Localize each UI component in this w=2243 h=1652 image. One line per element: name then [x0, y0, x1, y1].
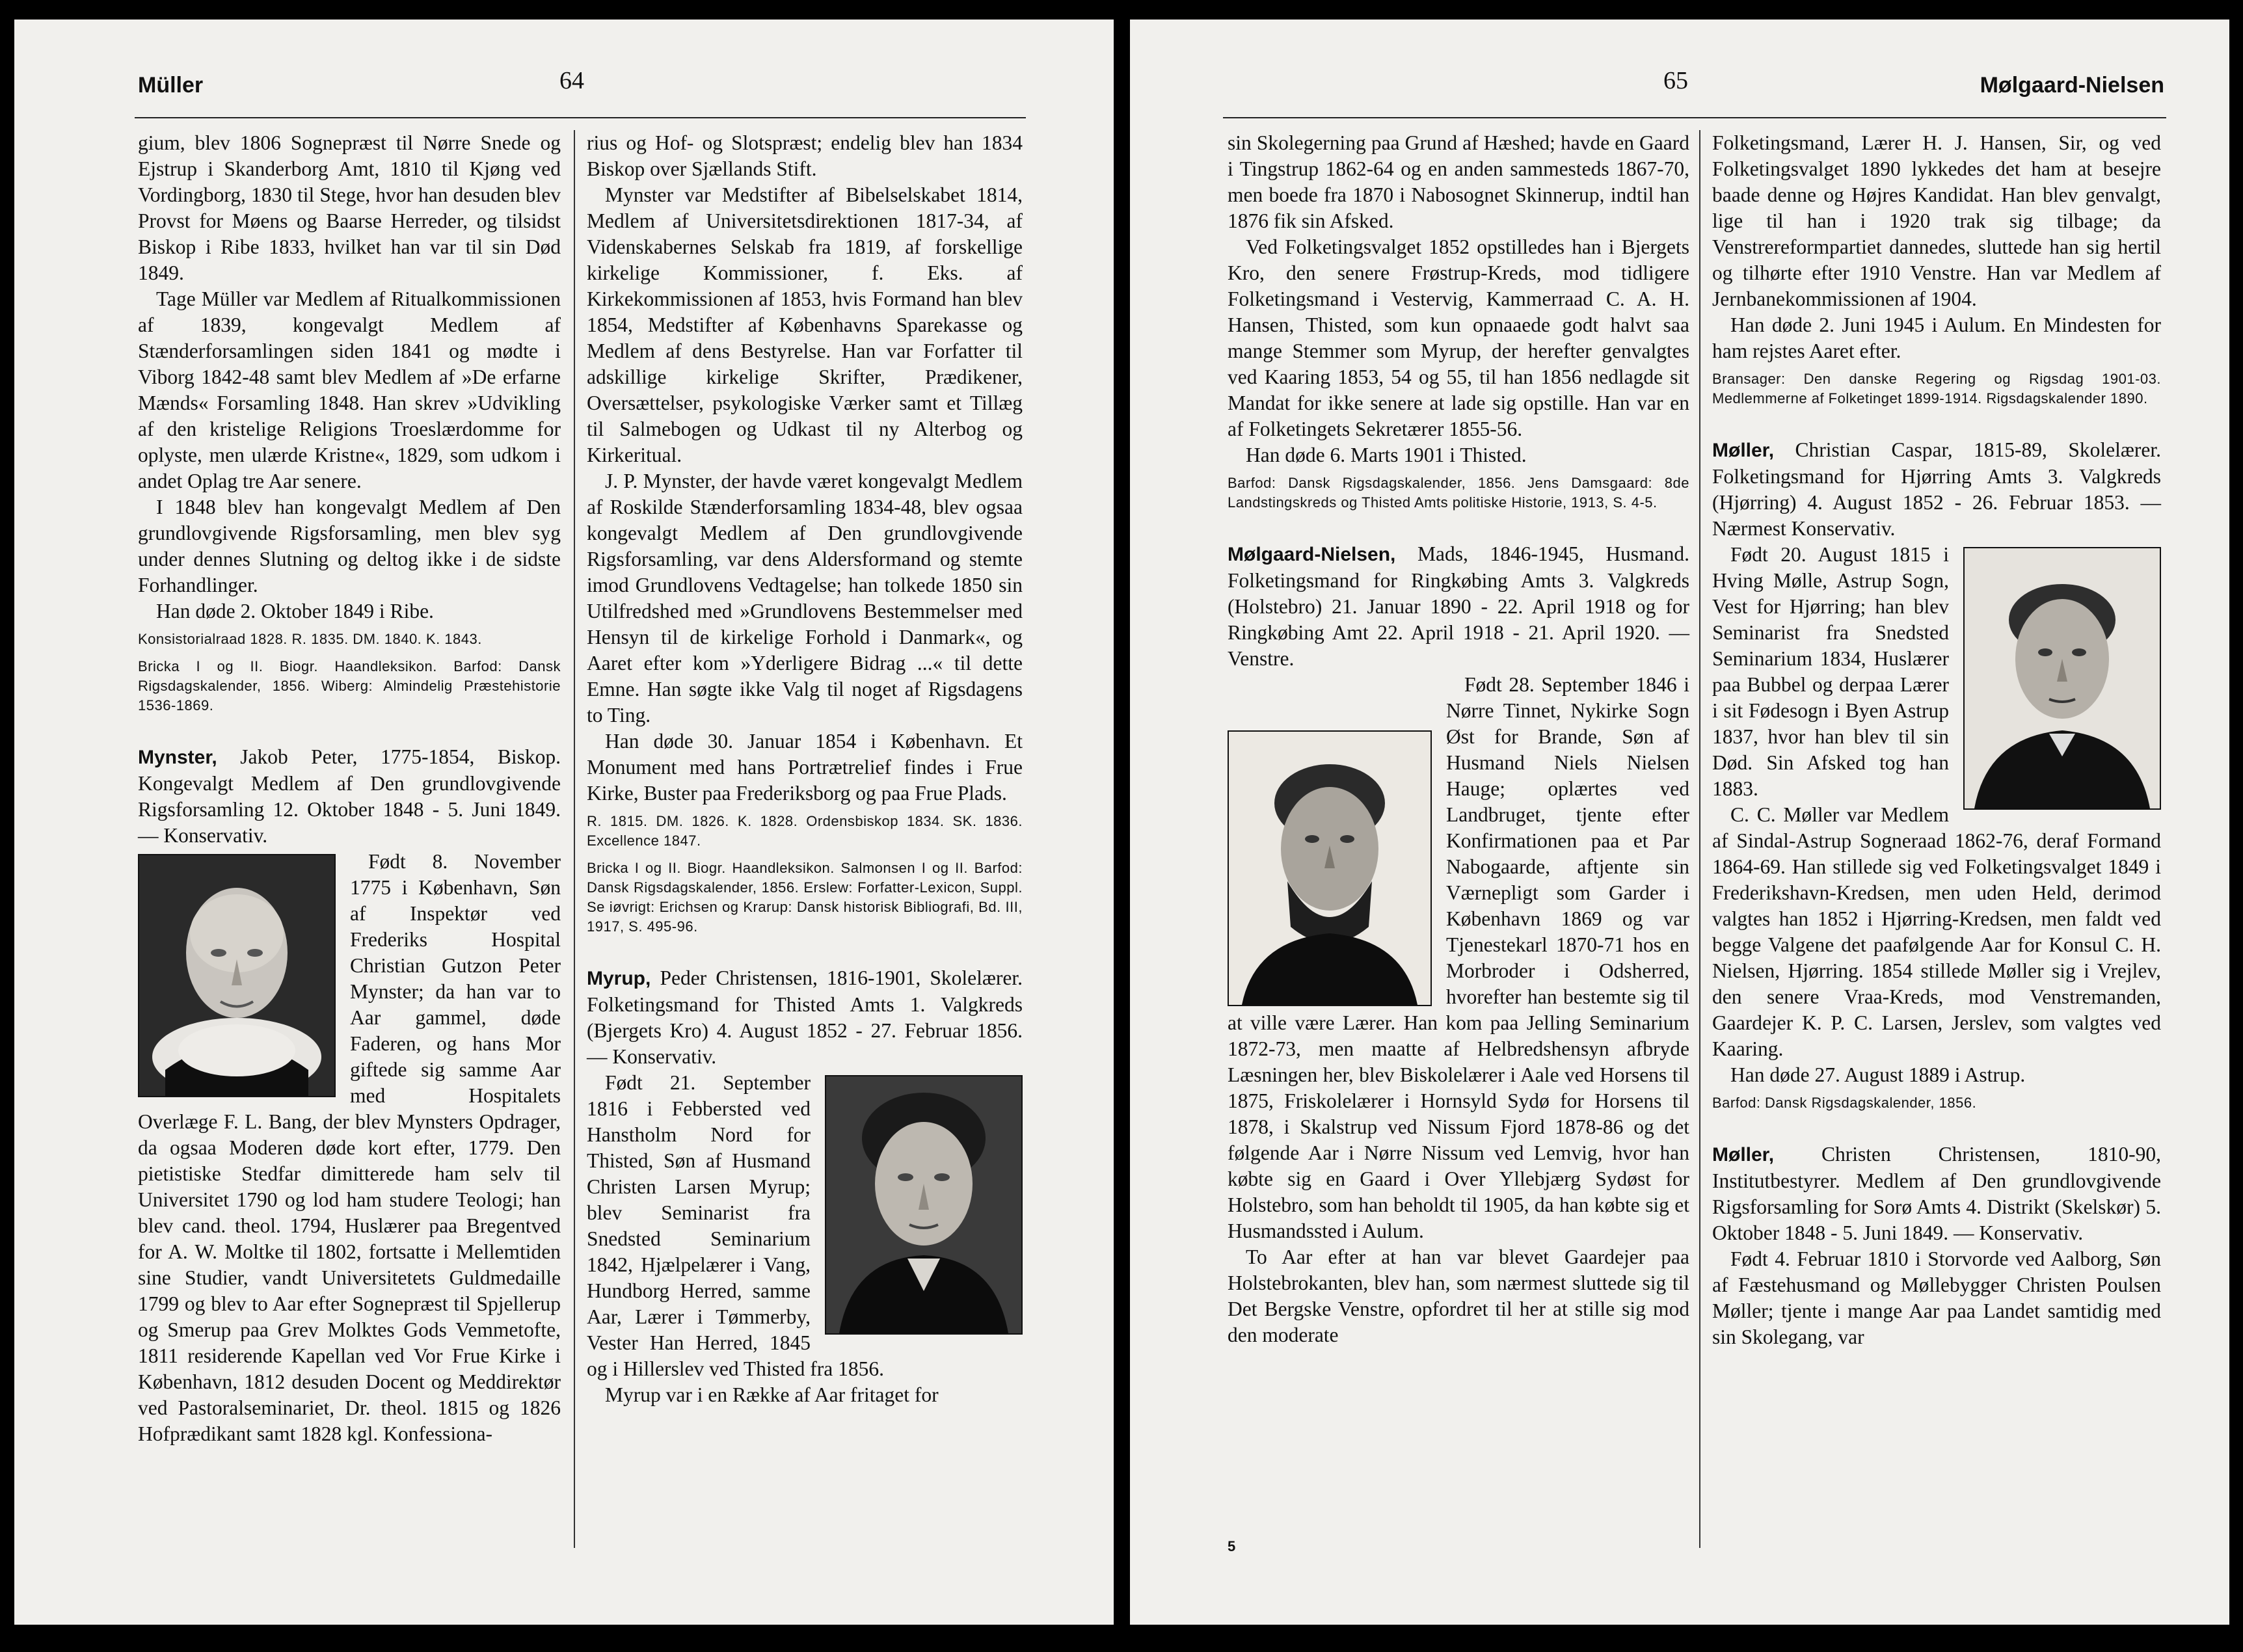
- entry-heading: Møller,: [1712, 440, 1775, 461]
- entry-myrup: [587, 965, 1023, 1408]
- header-rule: [1223, 117, 2166, 118]
- entry-heading: Møller,: [1712, 1144, 1775, 1166]
- entry-moller-christian: [1712, 437, 2161, 1113]
- column-divider: [1699, 130, 1700, 1548]
- entry-heading: Myrup,: [587, 968, 651, 989]
- header-name: Mølgaard-Nielsen: [1980, 73, 2164, 98]
- right-page: [1130, 20, 2229, 1625]
- paragraph: Han døde 30. Januar 1854 i København. Et Monument med hans Portrætrelief findes i Frue Kirke, Buster paa Frederiksborg og paa Frue Plads.: [587, 730, 1023, 805]
- running-header: [14, 60, 1114, 105]
- paragraph: Født 4. Februar 1810 i Storvorde ved Aalborg, Søn af Fæstehusmand og Møllebygger Christen Poulsen Møller; tjente i mange Aar paa Landet samtidig med sin Skolegang, var: [1712, 1247, 2161, 1348]
- paragraph: To Aar efter at han var blevet Gaardejer paa Holstebrokanten, blev han, som nærmest sluttede sig til Det Bergske Venstre, opfordret til her at stille sig mod den moderate: [1228, 1246, 1689, 1346]
- paragraph: gium, blev 1806 Sognepræst til Nørre Snede og Ejstrup i Skanderborg Amt, 1810 til Kjøng ved Vordingborg, 1830 til Stege, hvor han desuden blev Provst for Møens og Baarse Herreder, og tilsidst Biskop i Ribe 1833, hvilket han var til sin Død 1849.: [138, 131, 561, 284]
- right-column-2: [1712, 130, 2161, 1350]
- portrait-moller-christian-image: [1965, 548, 2160, 808]
- paragraph: Folketingsmand, Lærer H. J. Hansen, Sir, og ved Folketingsvalget 1890 lykkedes det ham at besejre baade denne og Højres Kandidat. Han blev genvalgt, lige til han i 1920 trak sig tilbage; da Venstrereformpartiet dannedes, sluttede han sig hertil og tilhørte efter 1910 Venstre. Han var Medlem af Jernbanekommissionen af 1904.: [1712, 131, 2161, 310]
- portrait-molgaard-nielsen-image: [1229, 732, 1430, 1005]
- entry-summary: Jakob Peter, 1775-1854, Biskop. Kongevalgt Medlem af Den grundlovgivende Rigsforsamling 12. Oktober 1848 - 5. Juni 1849. — Konservativ.: [138, 745, 561, 847]
- header-name: Müller: [138, 73, 204, 98]
- source-note: Bricka I og II. Biogr. Haandleksikon. Barfod: Dansk Rigsdagskalender, 1856. Wiberg: Almindelig Præstehistorie 1536-1869.: [138, 658, 561, 713]
- paragraph: Født 28. September 1846 i Nørre Tinnet, Nykirke Sogn Øst for Brande, Søn af Husmand Niels Nielsen Hauge; oplærtes ved Landbruget, tjente efter Konfirmationen paa et Par Nabogaarde, aftjente sin Værnepligt som Garder i København 1869 og var Tjenestekarl 1870-71 hos en Morbroder i Odsherred, hvorefter han bestemte sig til at ville være Lærer. Han kom paa Jelling Seminarium 1872-73, men maatte af Helbredshensyn afbryde Læsningen her, blev Biskolelærer i Aale ved Horsens til 1875, Friskolelærer i Hornsyld Sydø for Horsens til 1878, i Skalstrup ved Nissum Fjord 1878-86 og det følgende Aar i Nørre Nissum ved Lemvig, hvor han købte sig en Gaard i Over Yllebjærg Sydøst for Holstebro, som han beholdt til 1905, da han købte sig et Husmandssted i Aulum.: [1228, 673, 1689, 1242]
- running-header: [1130, 60, 2229, 105]
- signature-mark: 5: [1228, 1538, 1236, 1554]
- paragraph: Født 21. September 1816 i Febbersted ved Hanstholm Nord for Thisted, Søn af Husmand Christen Larsen Myrup; blev Seminarist fra Snedsted Seminarium 1842, Hjælpelærer i Vang, Hundborg Herred, samme Aar, Lærer i Tømmerby, Vester Han Herred, 1845 og i Hillerslev ved Thisted fra 1856.: [587, 1071, 884, 1380]
- paragraph: sin Skolegerning paa Grund af Hæshed; havde en Gaard i Tingstrup 1862-64 og en anden sammesteds 1867-70, men boede fra 1870 i Nabosognet Skinnerup, indtil han 1876 fik sin Afsked.: [1228, 131, 1689, 232]
- portrait-myrup: [825, 1075, 1023, 1335]
- column-divider: [574, 130, 575, 1548]
- left-column-1: [138, 130, 561, 1447]
- entry-heading: Mynster,: [138, 747, 217, 768]
- left-page: [14, 20, 1114, 1625]
- paragraph: J. P. Mynster, der havde været kongevalgt Medlem af Roskilde Stænderforsamling 1834-48, blev ogsaa kongevalgt Medlem af Den grundlovgivende Rigsforsamling, var dens Aldersformand og stemte imod Grundlovens Vedtagelse; han tolkede 1850 sin Utilfredshed med »Grundlovens Bestemmelser med Hensyn til de kirkelige Forhold i Danmark«, og Aaret efter kom »Yderligere Bidrag ...« til dette Emne. Han søgte ikke Valg til noget af Rigsdagens to Ting.: [587, 470, 1023, 726]
- portrait-mynster: [138, 854, 336, 1097]
- paragraph: Han døde 6. Marts 1901 i Thisted.: [1246, 444, 1527, 466]
- portrait-moller-christian: [1963, 547, 2161, 810]
- source-note: R. 1815. DM. 1826. K. 1828. Ordensbiskop 1834. SK. 1836. Excellence 1847.: [587, 813, 1023, 849]
- right-column-1: [1228, 130, 1689, 1348]
- paragraph: Han døde 2. Oktober 1849 i Ribe.: [156, 600, 434, 622]
- paragraph: Ved Folketingsvalget 1852 opstilledes han i Bjergets Kro, den senere Frøstrup-Kreds, mod tidligere Folketingsmand i Vestervig, Kammerraad C. A. H. Hansen, Thisted, som kun opnaaede godt halvt saa mange Stemmer som Myrup, der herefter genvalgtes ved Kaaring 1853, 54 og 55, til han 1856 nedlagde sit Mandat for ikke senere at lade sig opstille. Han var en af Folketingets Sekretærer 1855-56.: [1228, 235, 1689, 440]
- paragraph: C. C. Møller var Medlem af Sindal-Astrup Sogneraad 1862-76, deraf Formand 1864-69. Han stillede sig ved Folketingsvalget 1849 i Frederikshavn-Kredsen, men uden Held, derimod valgtes han 1852 i Hjørring-Kredsen, men faldt ved begge Valgene det paafølgende Aar for Konsul C. H. Nielsen, Hjørring. 1854 stillede Møller sig i Vrejlev, den senere Vraa-Kreds, mod Venstremanden, Gaardejer K. P. C. Larsen, Jerslev, som valgtes ved Kaaring.: [1712, 803, 2161, 1060]
- entry-summary: Peder Christensen, 1816-1901, Skolelærer. Folketingsmand for Thisted Amts 1. Valgkreds (Bjergets Kro) 4. August 1852 - 27. Februar 1856. — Konservativ.: [587, 966, 1023, 1068]
- page-number: 65: [1663, 67, 1688, 94]
- source-note: Bricka I og II. Biogr. Haandleksikon. Salmonsen I og II. Barfod: Dansk Rigsdagskalender, 1856. Erslew: Forfatter-Lexicon, Suppl. Se iøvrigt: Erichsen og Krarup: Dansk historisk Bibliografi, Bd. III, 1917, S. 495-96.: [587, 860, 1023, 935]
- entry-molgaard-nielsen: [1228, 541, 1689, 1348]
- paragraph: I 1848 blev han kongevalgt Medlem af Den grundlovgivende Rigsforsamling, men blev syg under dennes Slutning og deltog ikke i de sidste Forhandlinger.: [138, 496, 561, 596]
- left-column-2: [587, 130, 1023, 1408]
- entry-summary: Mads, 1846-1945, Husmand. Folketingsmand for Ringkøbing Amts 3. Valgkreds (Holstebro) 21. Januar 1890 - 22. April 1918 og for Ringkøbing Amt 22. April 1918 - 21. April 1920. — Venstre.: [1228, 542, 1690, 670]
- paragraph: Han døde 27. August 1889 i Astrup.: [1730, 1063, 2026, 1086]
- paragraph: Mynster var Medstifter af Bibelselskabet 1814, Medlem af Universitetsdirektionen 1817-34, af Videnskabernes Selskab fra 1819, af forskellige kirkelige Kommissioner, f. Eks. af Kirkekommissionen af 1853, hvis Formand han blev 1854, Medstifter af Københavns Sparekasse og Medlem af dens Bestyrelse. Han var Forfatter til adskillige kirkelige Skrifter, Prædikener, Oversættelser, psykologiske Værker samt et Tillæg til Salmebogen og Udkast til ny Alterbog og Kirkeritual.: [587, 183, 1023, 466]
- entry-moller-christen: [1712, 1141, 2161, 1350]
- portrait-myrup-image: [826, 1076, 1021, 1333]
- portrait-molgaard-nielsen: [1228, 730, 1432, 1006]
- source-note: Bransager: Den danske Regering og Rigsdag 1901-03. Medlemmerne af Folketinget 1899-1914. Rigsdagskalender 1890.: [1712, 371, 2161, 406]
- paragraph: rius og Hof- og Slotspræst; endelig blev han 1834 Biskop over Sjællands Stift.: [587, 131, 1023, 180]
- paragraph: Myrup var i en Række af Aar fritaget for: [605, 1383, 939, 1406]
- source-note: Barfod: Dansk Rigsdagskalender, 1856.: [1712, 1095, 1977, 1111]
- paragraph: Han døde 2. Juni 1945 i Aulum. En Mindesten for ham rejstes Aaret efter.: [1712, 313, 2161, 362]
- source-note: Konsistorialraad 1828. R. 1835. DM. 1840. K. 1843.: [138, 631, 482, 647]
- paragraph: Født 20. August 1815 i Hving Mølle, Astrup Sogn, Vest for Hjørring; han blev Seminarist fra Snedsted Seminarium 1834, Huslærer paa Bubbel og derpaa Lærer i sit Fødesogn i Byen Astrup 1837, hvor han blev til sin Død. Sin Afsked tog han 1883.: [1712, 543, 1949, 800]
- paragraph: Født 8. November 1775 i København, Søn af Inspektør ved Frederiks Hospital Christian Gutzon Peter Mynster; da han var to Aar gammel, døde Faderen, og hans Mor giftede sig samme Aar med Hospitalets Overlæge F. L. Bang, der blev Mynsters Opdrager, da ogsaa Moderen døde kort efter, 1779. Den pietistiske Stedfar dimitterede ham selv til Universitet 1790 og lod ham studere Teologi; han blev cand. theol. 1794, Huslærer paa Bregentved for A. W. Moltke til 1802, fortsatte i Mellemtiden sine Studier, vandt Universitetets Guldmedaille 1799 og blev to Aar efter Sognepræst til Spjellerup og Smerup paa Grev Molktes Gods Vemmetofte, 1811 residerende Kapellan ved Vor Frue Kirke i København, 1812 desuden Docent og Meddirektør ved Pastoralseminariet, Dr. theol. 1815 og 1826 Hofprædikant samt 1828 kgl. Konfessiona-: [138, 850, 561, 1445]
- page-number: 64: [559, 67, 584, 94]
- entry-summary: Christian Caspar, 1815-89, Skolelærer. Folketingsmand for Hjørring Amts 3. Valgkreds (Hjørring) 4. August 1852 - 26. Februar 1853. — Nærmest Konservativ.: [1712, 438, 2162, 540]
- portrait-mynster-image: [139, 855, 334, 1096]
- entry-mynster: [138, 744, 561, 1447]
- entry-summary: Christen Christensen, 1810-90, Institutbestyrer. Medlem af Den grundlovgivende Rigsforsamling for Sorø Amts 4. Distrikt (Skelskør) 5. Oktober 1848 - 5. Juni 1849. — Konservativ.: [1712, 1143, 2162, 1244]
- paragraph: Tage Müller var Medlem af Ritualkommissionen af 1839, kongevalgt Medlem af Stænderforsamlingen siden 1841 og mødte i Viborg 1842-48 samt blev Medlem af »De erfarne Mænds« Forsamling 1848. Han skrev »Udvikling af den kristelige Religions Troeslærdomme for oplyste, men ulærde Kristne«, 1829, som udkom i andet Oplag tre Aar senere.: [138, 287, 561, 492]
- source-note: Barfod: Dansk Rigsdagskalender, 1856. Jens Damsgaard: 8de Landstingskreds og Thisted Amts politiske Historie, 1913, S. 4-5.: [1228, 475, 1689, 511]
- entry-heading: Mølgaard-Nielsen,: [1228, 544, 1396, 565]
- header-rule: [135, 117, 1026, 118]
